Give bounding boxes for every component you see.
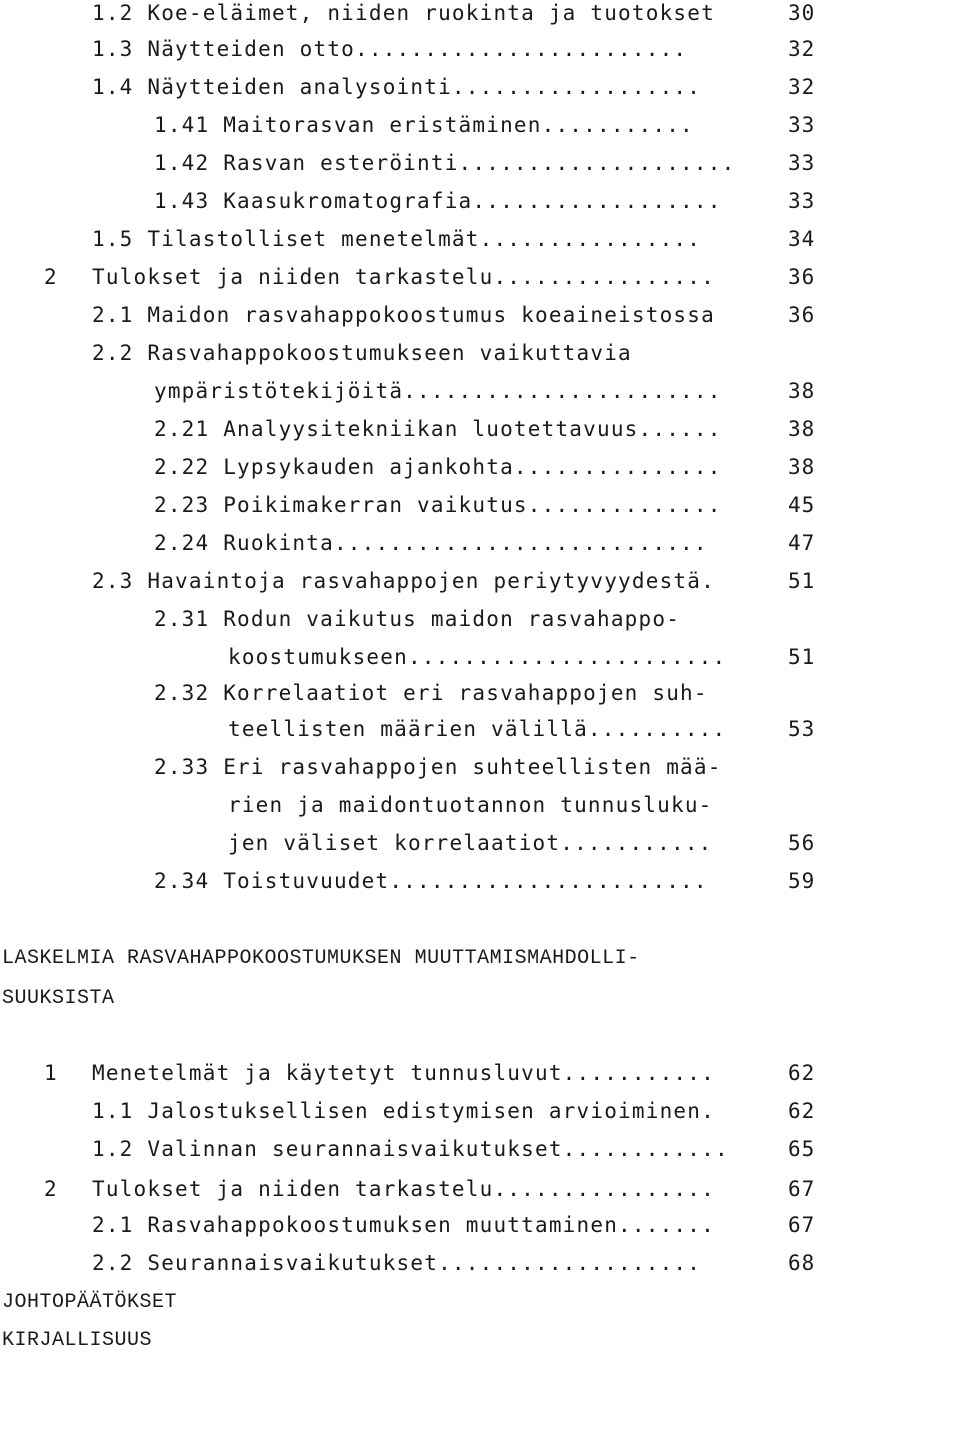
toc-chapter-number: 2: [44, 1177, 58, 1201]
toc-entry: koostumukseen.......................: [228, 645, 727, 669]
toc-entry: 1.4 Näytteiden analysointi..................: [92, 75, 702, 99]
toc-page-number: 38: [788, 417, 816, 441]
toc-entry: Tulokset ja niiden tarkastelu................: [92, 1177, 715, 1201]
section-heading: LASKELMIA RASVAHAPPOKOOSTUMUKSEN MUUTTAMISMAHDOLLI-: [2, 947, 640, 970]
toc-page-number: 38: [788, 455, 816, 479]
section-heading-continued: SUUKSISTA: [2, 987, 115, 1010]
toc-entry: 2.22 Lypsykauden ajankohta...............: [154, 455, 722, 479]
toc-entry: 2.1 Rasvahappokoostumuksen muuttaminen.......: [92, 1213, 715, 1237]
toc-entry: 2.1 Maidon rasvahappokoostumus koeaineistossa: [92, 303, 715, 327]
toc-page-number: 59: [788, 869, 816, 893]
toc-chapter-number: 1: [44, 1061, 58, 1085]
toc-page-number: 47: [788, 531, 816, 555]
toc-entry: 2.2 Rasvahappokoostumukseen vaikuttavia: [92, 341, 632, 365]
toc-entry: Tulokset ja niiden tarkastelu................: [92, 265, 715, 289]
toc-page-number: 33: [788, 113, 816, 137]
toc-entry: jen väliset korrelaatiot...........: [228, 831, 713, 855]
toc-page-number: 56: [788, 831, 816, 855]
toc-page-number: 62: [788, 1061, 816, 1085]
toc-entry: 2.33 Eri rasvahappojen suhteellisten mää-: [154, 755, 722, 779]
toc-page-number: 34: [788, 227, 816, 251]
toc-chapter-number: 2: [44, 265, 58, 289]
toc-page-number: 38: [788, 379, 816, 403]
toc-entry: Menetelmät ja käytetyt tunnusluvut...........: [92, 1061, 715, 1085]
toc-page-number: 30: [788, 1, 816, 25]
conclusions-heading: JOHTOPÄÄTÖKSET: [2, 1291, 178, 1314]
toc-page-number: 32: [788, 75, 816, 99]
references-heading: KIRJALLISUUS: [2, 1329, 153, 1352]
toc-page-number: 67: [788, 1177, 816, 1201]
toc-entry: teellisten määrien välillä..........: [228, 717, 727, 741]
toc-entry: 1.1 Jalostuksellisen edistymisen arvioiminen.: [92, 1099, 715, 1123]
toc-page-number: 62: [788, 1099, 816, 1123]
toc-entry: 1.42 Rasvan esteröinti....................: [154, 151, 736, 175]
toc-page-number: 51: [788, 569, 816, 593]
toc-page-number: 32: [788, 37, 816, 61]
toc-page-number: 51: [788, 645, 816, 669]
toc-entry: 1.41 Maitorasvan eristäminen...........: [154, 113, 694, 137]
toc-page-number: 33: [788, 189, 816, 213]
toc-entry: 2.2 Seurannaisvaikutukset...................: [92, 1251, 702, 1275]
toc-entry: 1.43 Kaasukromatografia..................: [154, 189, 722, 213]
toc-entry: 1.3 Näytteiden otto........................: [92, 37, 688, 61]
toc-entry: 1.2 Valinnan seurannaisvaikutukset............: [92, 1137, 729, 1161]
toc-entry: 2.31 Rodun vaikutus maidon rasvahappo-: [154, 607, 681, 631]
toc-page-number: 36: [788, 265, 816, 289]
toc-entry: 1.5 Tilastolliset menetelmät................: [92, 227, 702, 251]
toc-entry: rien ja maidontuotannon tunnusluku-: [228, 793, 713, 817]
toc-entry: 2.23 Poikimakerran vaikutus..............: [154, 493, 722, 517]
toc-entry: 2.24 Ruokinta...........................: [154, 531, 708, 555]
toc-page-number: 67: [788, 1213, 816, 1237]
toc-page-number: 53: [788, 717, 816, 741]
toc-page-number: 36: [788, 303, 816, 327]
toc-page-number: 33: [788, 151, 816, 175]
toc-page-number: 45: [788, 493, 816, 517]
toc-page-number: 65: [788, 1137, 816, 1161]
toc-entry: 2.21 Analyysitekniikan luotettavuus......: [154, 417, 722, 441]
toc-page-number: 68: [788, 1251, 816, 1275]
toc-entry: 1.2 Koe-eläimet, niiden ruokinta ja tuotokset: [92, 1, 715, 25]
toc-entry: ympäristötekijöitä.......................: [154, 379, 722, 403]
toc-entry: 2.34 Toistuvuudet.......................: [154, 869, 708, 893]
toc-entry: 2.3 Havaintoja rasvahappojen periytyvyydestä.: [92, 569, 715, 593]
toc-entry: 2.32 Korrelaatiot eri rasvahappojen suh-: [154, 681, 708, 705]
